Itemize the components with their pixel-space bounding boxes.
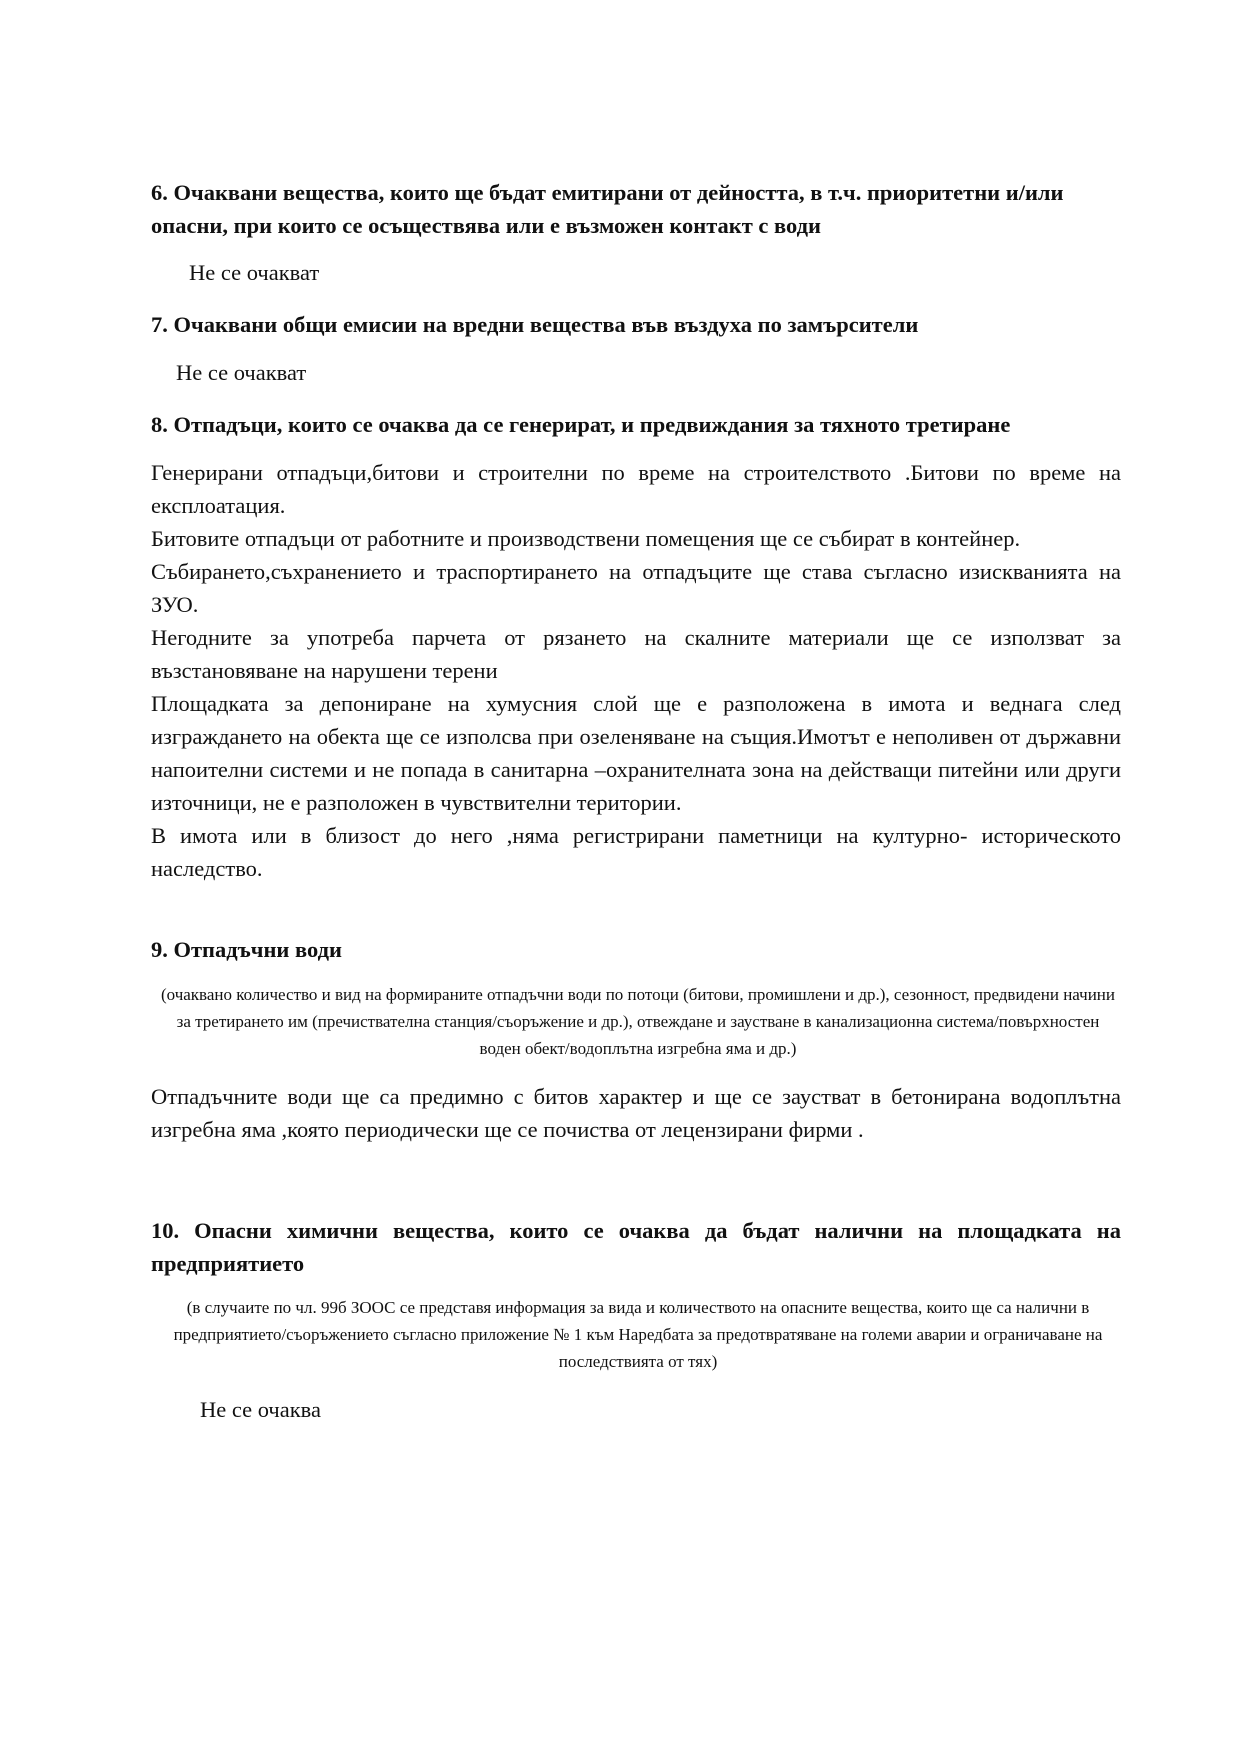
section-10-answer: Не се очаква: [200, 1397, 321, 1422]
section-8-paragraph: Площадката за депониране на хумусния слой ще е разположена в имота и веднага след изграждането на обекта ще се изполсва при озеленяване на същия.Имотът е неполивен от държавни напоителни системи и не попада в санитарна –охранителната зона на действащи питейни или други източници, не е разположен в чувствителни територии.: [151, 691, 1121, 815]
section-7-heading: 7. Очаквани общи емисии на вредни вещества във въздуха по замърсители: [151, 312, 919, 337]
section-8-paragraph: Събирането,съхранението и траспортирането на отпадъците ще става съгласно изискванията на ЗУО.: [151, 559, 1121, 617]
section-8-paragraph: Негодните за употреба парчета от рязането на скалните материали ще се използват за възстановяване на нарушени терени: [151, 625, 1121, 683]
section-7-answer: Не се очакват: [176, 360, 307, 385]
section-6-answer: Не се очакват: [189, 260, 320, 285]
section-8-heading: 8. Отпадъци, които се очаква да се генерират, и предвиждания за тяхното третиране: [151, 412, 1011, 437]
section-8-paragraph: Генерирани отпадъци,битови и строителни по време на строителството .Битови по време на експлоатация.: [151, 460, 1121, 518]
section-6-heading: 6. Очаквани вещества, които ще бъдат емитирани от дейността, в т.ч. приоритетни и/или опасни, при които се осъществява или е възможен контакт с води: [151, 180, 1064, 238]
section-10-heading: 10. Опасни химични вещества, които се очаква да бъдат налични на площадката на предприятието: [151, 1218, 1121, 1276]
section-8-paragraph: В имота или в близост до него ,няма регистрирани паметници на културно- историческото наследство.: [151, 823, 1121, 881]
section-8-paragraph: Битовите отпадъци от работните и производствени помещения ще се събират в контейнер.: [151, 526, 1021, 551]
section-10-note: (в случаите по чл. 99б ЗООС се представя информация за вида и количеството на опасните вещества, които ще са налични в предприятието/съоръжението съгласно приложение № 1 към Наредбата за предотвратяване на големи аварии и ограничаване на последствията от тях): [173, 1298, 1103, 1371]
section-9-note: (очаквано количество и вид на формираните отпадъчни води по потоци (битови, промишлени и др.), сезонност, предвидени начини за третирането им (пречиствателна станция/съоръжение и др.), отвеждане и заустване в канализационна система/повърхностен воден обект/водоплътна изгребна яма и др.): [160, 985, 1115, 1058]
section-8-body: [151, 456, 1121, 885]
section-9-paragraph: Отпадъчните води ще са предимно с битов характер и ще се заустват в бетонирана водоплътна изгребна яма ,която периодически ще се почиства от лецензирани фирми .: [151, 1084, 1121, 1142]
section-9-heading: 9. Отпадъчни води: [151, 937, 342, 962]
